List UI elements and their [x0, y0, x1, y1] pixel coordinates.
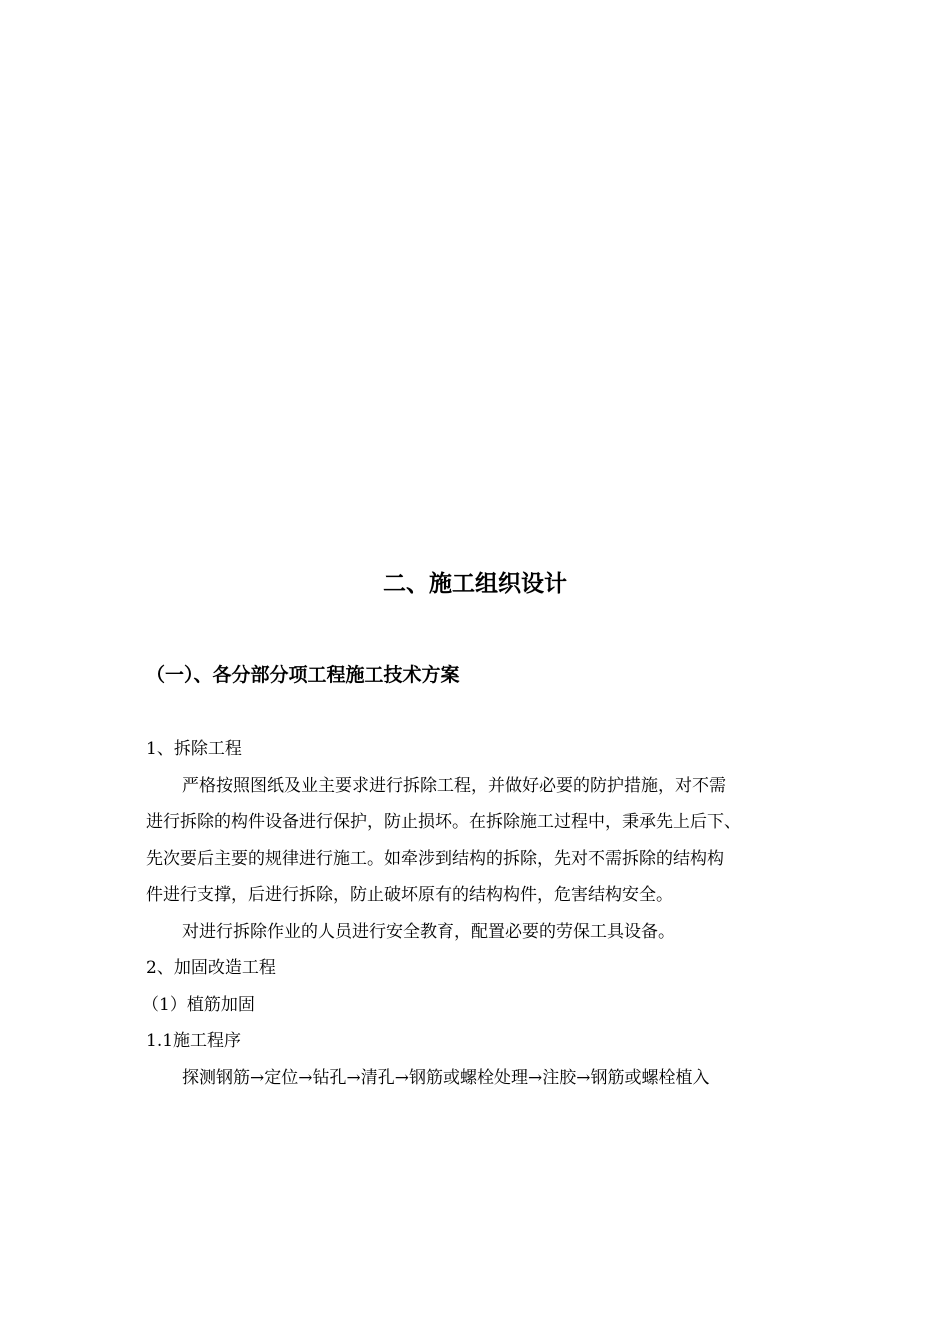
paragraph-safety-education: 对进行拆除作业的人员进行安全教育，配置必要的劳保工具设备。 [182, 921, 675, 942]
heading-demolition: 1、拆除工程 [146, 739, 242, 759]
paragraph-procedure-steps: 探测钢筋→定位→钻孔→清孔→钢筋或螺栓处理→注胶→钢筋或螺栓植入 [182, 1067, 710, 1088]
paragraph-line: 进行拆除的构件设备进行保护，防止损坏。在拆除施工过程中，秉承先上后下、 [146, 812, 741, 832]
heading-construction-procedure: 1.1施工程序 [146, 1031, 242, 1051]
section-title: （一）、各分部分项工程施工技术方案 [146, 664, 460, 686]
paragraph-line: 先次要后主要的规律进行施工。如牵涉到结构的拆除，先对不需拆除的结构构 [146, 848, 724, 869]
heading-reinforcement: 2、加固改造工程 [146, 958, 276, 978]
body-text [142, 731, 826, 1096]
paragraph-line: 件进行支撑，后进行拆除，防止破坏原有的结构构件，危害结构安全。 [146, 885, 673, 905]
chapter-title: 二、施工组织设计 [383, 571, 567, 597]
heading-rebar-planting: （1）植筋加固 [142, 994, 255, 1015]
paragraph-line: 严格按照图纸及业主要求进行拆除工程，并做好必要的防护措施，对不需 [182, 775, 726, 796]
